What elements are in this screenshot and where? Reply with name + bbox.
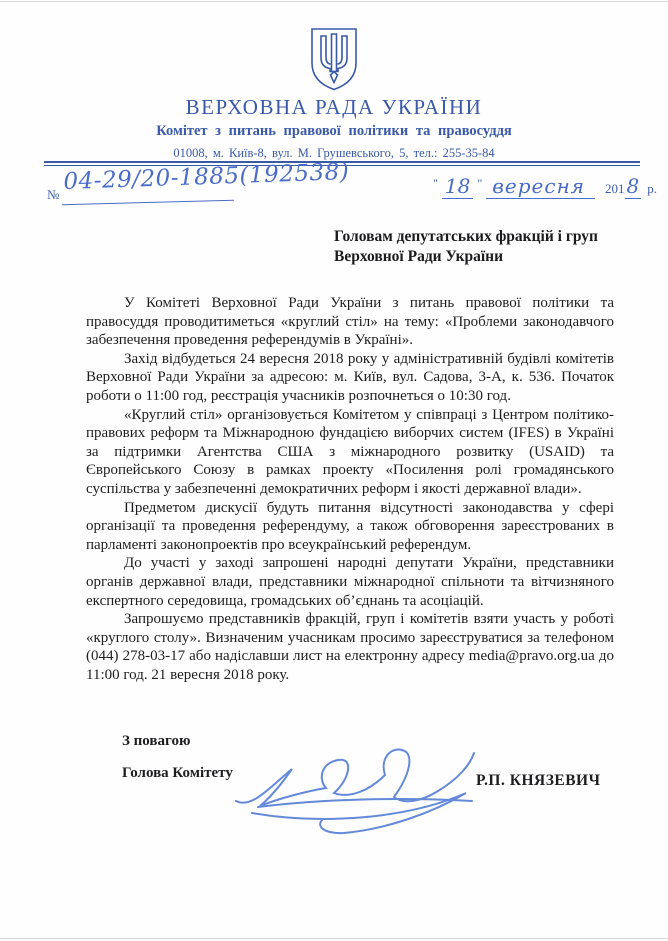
reference-number-handwritten: 04-29/20-1885(192538)	[63, 159, 350, 195]
paragraph-6: Запрошуємо представників фракцій, груп і комітетів взяти участь у роботі «круглого столу». Визначеним учасникам просимо зареєструватися за телефоном (044) 278-03-17 або надіславши лист на електронну адресу media@pravo.org.ua до 11:00 год. 21 вересня 2018 року.	[86, 611, 614, 683]
addressee-line2: Верховної Ради України	[334, 247, 504, 265]
date-block	[433, 174, 657, 199]
handwritten-signature	[222, 743, 492, 840]
reference-number-prefix: №	[47, 187, 60, 202]
date-month-handwritten: вересня	[486, 174, 595, 199]
organization-address: 01008, м. Київ-8, вул. М. Грушевського, 5, тел.: 255-35-84	[173, 146, 495, 160]
salutation: З повагою	[122, 733, 191, 749]
scan-edge-top	[0, 1, 668, 2]
committee-name: Комітет з питань правової політики та правосуддя	[156, 123, 512, 139]
paragraph-2: Захід відбудеться 24 вересня 2018 року у адміністративній будівлі комітетів Верховної Ради України за адресою: м. Київ, вул. Садова, 3-А, к. 536. Початок роботи о 11:00 год, реєстрація учасників розпочнеться о 10:30 год.	[86, 350, 614, 404]
addressee-line1: Головам депутатських фракцій і груп	[334, 228, 598, 245]
paragraph-5: До участі у заході запрошені народні депутати України, представники органів державної влади, представники міжнародної спільноти та вітчизняного експертного середовища, громадських об’єднань та асоціацій.	[86, 555, 614, 609]
date-suffix: р.	[647, 181, 657, 196]
paragraph-4: Предметом дискусії будуть питання відсутності законодавства у сфері організації та проведення референдуму, а також обговорення зареєстрованих в парламенті законопроектів про всеукраїнський референдум.	[86, 499, 614, 553]
letter-body	[86, 294, 614, 684]
signer-name: Р.П. КНЯЗЕВИЧ	[476, 772, 601, 789]
date-open-quote: "	[433, 176, 438, 190]
date-close-quote: "	[477, 176, 483, 190]
organization-title: ВЕРХОВНА РАДА УКРАЇНИ	[185, 95, 483, 119]
date-year-handwritten: 8	[626, 174, 640, 198]
scan-edge-bottom	[0, 938, 668, 939]
paragraph-3: «Круглий стіл» організовується Комітетом у співпраці з Центром політико-правових реформ та Міжнародною фундацією виборчих систем (IFES) в Україні за підтримки Агентства США з міжнародного розвитку (USAID) та Європейського Союзу в рамках проекту «Посилення ролі громадянського суспільства у забезпеченні демократичних реформ і якості державної влади».	[86, 406, 614, 497]
date-day-handwritten: 18	[442, 174, 473, 199]
signer-title: Голова Комітету	[122, 765, 233, 781]
ukraine-trident-emblem-icon	[305, 27, 363, 96]
date-year-printed: 201	[605, 181, 625, 196]
reference-underline	[62, 200, 234, 206]
addressee-block	[334, 227, 598, 266]
paragraph-1: У Комітеті Верховної Ради України з питань правової політики та правосуддя проводитиметься «круглий стіл» на тему: «Проблеми законодавчого забезпечення проведення референдумів в Україні».	[86, 295, 614, 349]
